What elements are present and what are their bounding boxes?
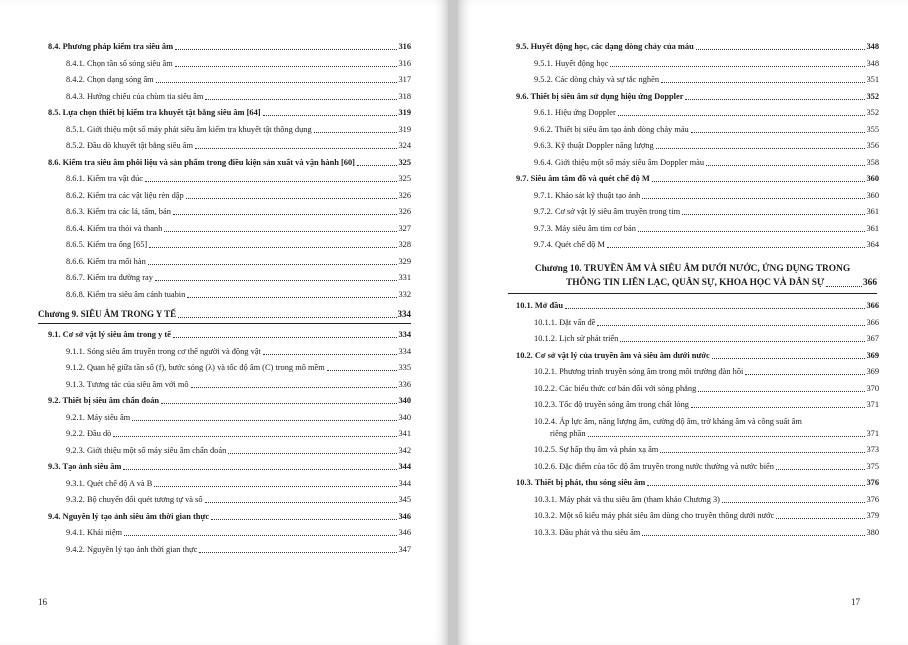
toc-entry-page: 352 [866, 108, 879, 117]
toc-subsection-entry [38, 362, 411, 373]
book-gutter [448, 0, 458, 645]
toc-subsection-entry [38, 91, 411, 102]
toc-entry-title: 9.7. Siêu âm tâm đồ và quét chế độ M [516, 174, 650, 183]
toc-entry-title: 10.2.2. Các biểu thức cơ bản đối với sóng phẳng [534, 383, 697, 393]
leader-dots [656, 147, 866, 149]
toc-entry-page: 327 [398, 223, 411, 233]
toc-subsection-entry [506, 317, 879, 328]
toc-subsection-entry [506, 190, 879, 201]
leader-dots [607, 246, 865, 248]
toc-entry-title: 10.1.2. Lịch sử phát triển [534, 334, 619, 343]
toc-entry-page: 371 [866, 400, 879, 409]
toc-entry-title: 8.4.1. Chọn tần số sóng siêu âm [66, 58, 173, 68]
toc-entry-title: 9.1. Cơ sở vật lý siêu âm trong y tế [48, 330, 171, 339]
chapter-10-title-line2 [508, 276, 877, 290]
toc-entry-page: 329 [398, 256, 411, 266]
chapter-10-heading [506, 262, 879, 294]
leader-dots [647, 484, 865, 486]
toc-entry-title: 9.4. Nguyên lý tạo ảnh siêu âm thời gian thực [48, 511, 210, 521]
toc-entry-title: 9.6.2. Thiết bị siêu âm tạo ảnh dòng chảy máu [534, 124, 689, 134]
toc-entry-title: 8.6.3. Kiểm tra các lá, tấm, bản [66, 207, 171, 216]
left-page [0, 0, 448, 645]
toc-subsection-entry [506, 239, 879, 250]
leader-dots [661, 81, 865, 83]
toc-entry-title: 8.6. Kiểm tra siêu âm phôi liệu và sản phẩm trong điều kiện sản xuất và vận hành [60] [48, 157, 355, 167]
toc-subsection-entry [506, 223, 879, 234]
toc-entry-title: 10.2. Cơ sở vật lý của truyền âm và siêu âm dưới nước [516, 350, 710, 360]
toc-subsection-entry [506, 206, 879, 217]
toc-entry-title: 9.4.2. Nguyên lý tạo ảnh thời gian thực [66, 544, 198, 554]
toc-entry-page: 318 [398, 91, 411, 101]
toc-entry-page: 335 [398, 363, 411, 372]
toc-entry-page: 325 [398, 174, 411, 183]
toc-entry-page: 334 [398, 346, 411, 356]
toc-subsection-entry [38, 223, 411, 234]
toc-entry-page: 355 [866, 124, 879, 134]
toc-left [38, 41, 411, 555]
toc-entry-page: 324 [398, 141, 411, 150]
toc-right-bottom [506, 300, 879, 538]
toc-entry-title: 8.5.1. Giới thiệu một số máy phát siêu âm kiểm tra khuyết tật thông dụng [66, 124, 312, 134]
leader-dots [610, 65, 865, 67]
toc-subsection-entry [506, 527, 879, 538]
toc-entry-title: 8.6.2. Kiểm tra các vật liệu rèn dập [66, 190, 184, 200]
toc-entry-page: 364 [866, 240, 879, 249]
toc-entry-page: 380 [866, 527, 879, 537]
toc-subsection-entry [38, 140, 411, 151]
leader-dots [161, 402, 397, 404]
toc-subsection-entry [38, 494, 411, 505]
toc-subsection-entry [38, 346, 411, 357]
toc-entry-page: 347 [398, 544, 411, 554]
toc-section-entry [38, 107, 411, 118]
leader-dots [124, 534, 397, 536]
toc-subsection-entry [38, 74, 411, 85]
toc-entry-page: 332 [398, 289, 411, 299]
toc-entry-page: 361 [866, 207, 879, 216]
toc-entry-title: 9.7.2. Cơ sở vật lý siêu âm truyền trong tim [534, 207, 681, 216]
toc-subsection-entry [506, 58, 879, 69]
toc-entry-page: 328 [398, 240, 411, 249]
leader-dots [199, 551, 397, 553]
toc-entry-page: 373 [866, 445, 879, 454]
toc-subsection-entry [38, 190, 411, 201]
leader-dots [132, 419, 397, 421]
right-page [458, 0, 908, 645]
toc-entry-title: 9.5.2. Các dòng chảy và sự tắc nghẽn [534, 75, 660, 84]
toc-section-entry [506, 173, 879, 184]
leader-dots [195, 147, 397, 149]
page-number-right: 17 [851, 597, 860, 607]
toc-subsection-entry [38, 256, 411, 267]
page-number-left: 16 [38, 597, 47, 607]
toc-entry-title: 8.4. Phương pháp kiểm tra siêu âm [48, 42, 174, 51]
leader-dots [642, 197, 865, 199]
toc-entry-title: 8.4.3. Hướng chiếu của chùm tia siêu âm [66, 91, 204, 101]
leader-dots [618, 114, 866, 116]
leader-dots [173, 213, 398, 215]
toc-entry-page: 356 [866, 141, 879, 150]
toc-entry-title: 9.6.3. Kỹ thuật Doppler năng lượng [534, 141, 654, 150]
chapter-10-rule [508, 293, 877, 294]
toc-entry-page: 367 [866, 334, 879, 343]
toc-subsection-entry [506, 428, 879, 439]
toc-section-entry [38, 511, 411, 522]
toc-entry-page: 371 [866, 428, 879, 438]
toc-subsection-entry [38, 239, 411, 250]
leader-dots [712, 357, 866, 359]
leader-dots [652, 180, 866, 182]
toc-subsection-entry [506, 107, 879, 118]
toc-subsection-entry [506, 333, 879, 344]
toc-entry-page: 326 [398, 207, 411, 216]
toc-section-entry [506, 350, 879, 361]
leader-dots [178, 316, 396, 318]
toc-entry-page: 369 [866, 350, 879, 360]
toc-entry-title: 10.3.3. Đầu phát và thu siêu âm [534, 527, 641, 537]
leader-dots [706, 164, 865, 166]
toc-entry-page: 319 [398, 108, 411, 117]
toc-subsection-entry [38, 206, 411, 217]
toc-entry-title: 8.5. Lựa chọn thiết bị kiểm tra khuyết tật bằng siêu âm [64] [48, 108, 261, 117]
toc-entry-page: 316 [398, 58, 411, 68]
leader-dots [175, 65, 398, 67]
toc-subsection-entry [38, 445, 411, 456]
leader-dots [123, 468, 397, 470]
leader-dots [698, 390, 865, 392]
toc-subsection-entry [38, 124, 411, 135]
toc-entry-page: 316 [398, 42, 411, 51]
toc-section-entry [38, 41, 411, 52]
toc-subsection-entry [38, 289, 411, 300]
toc-entry-page: 319 [398, 124, 411, 134]
toc-entry-page: 334 [397, 308, 411, 319]
toc-entry-title: 8.6.7. Kiểm tra đường ray [66, 273, 153, 282]
leader-dots [314, 131, 398, 133]
toc-entry-page: 361 [866, 223, 879, 233]
leader-dots [776, 468, 865, 470]
toc-subsection-entry [38, 58, 411, 69]
toc-entry-title: 9.3. Tạo ảnh siêu âm [48, 462, 122, 471]
toc-right [506, 41, 879, 538]
leader-dots [156, 81, 398, 83]
leader-dots [148, 263, 398, 265]
leader-dots [327, 369, 398, 371]
toc-entry-title: 9.7.1. Khảo sát kỹ thuật tạo ảnh [534, 190, 641, 200]
toc-subsection-entry [38, 544, 411, 555]
toc-entry-title: 8.6.6. Kiểm tra mối hàn [66, 256, 146, 266]
toc-subsection-entry [506, 494, 879, 505]
toc-entry-page: 317 [398, 75, 411, 84]
toc-entry-title: 10.2.4. Áp lực âm, năng lượng âm, cường độ âm, trở kháng âm và công suất âm [534, 416, 802, 426]
leader-dots [588, 435, 866, 437]
toc-entry-title: 10.1.1. Đặt vấn đề [534, 317, 596, 327]
toc-subsection-entry [506, 461, 879, 472]
toc-entry-title: 8.6.8. Kiểm tra siêu âm cánh tuabin [66, 289, 186, 299]
toc-entry-title: 9.1.3. Tương tác của siêu âm với mô [66, 379, 189, 389]
leader-dots [696, 48, 866, 50]
leader-dots [191, 386, 398, 388]
leader-dots [745, 373, 865, 375]
toc-entry-title: 8.6.5. Kiểm tra ống [65] [66, 240, 148, 249]
toc-subsection-entry [38, 379, 411, 390]
toc-entry-title: 10.2.5. Sự hấp thụ âm và phản xạ âm [534, 445, 659, 454]
toc-subsection-entry [38, 272, 411, 283]
leader-dots [620, 340, 865, 342]
leader-dots [155, 279, 398, 281]
toc-entry-page: 379 [866, 511, 879, 520]
toc-entry-page: 345 [398, 495, 411, 504]
toc-entry-page: 344 [398, 462, 411, 471]
leader-dots [164, 230, 397, 232]
toc-entry-page: 340 [398, 412, 411, 422]
toc-chapter-entry [38, 308, 411, 324]
toc-entry-title: 10.3.2. Một số kiểu máy phát siêu âm dùng cho truyền thông dưới nước [534, 511, 775, 520]
leader-dots [682, 213, 865, 215]
leader-dots [357, 164, 397, 166]
toc-section-entry [506, 91, 879, 102]
toc-subsection-entry [506, 366, 879, 377]
toc-entry-page: 348 [866, 58, 879, 68]
toc-entry-title: 9.6.1. Hiệu ứng Doppler [534, 108, 616, 117]
leader-dots [205, 501, 398, 503]
toc-entry-title: 8.6.4. Kiểm tra thỏi và thanh [66, 223, 163, 233]
toc-subsection-entry [38, 527, 411, 538]
toc-section-entry [506, 477, 879, 488]
toc-subsection-entry [506, 124, 879, 135]
toc-entry-page: 375 [866, 461, 879, 471]
toc-entry-title: 9.1.1. Sóng siêu âm truyền trong cơ thể người và động vật [66, 346, 261, 356]
toc-entry-title: 8.4.2. Chọn dạng sóng âm [66, 75, 154, 84]
toc-section-entry [38, 395, 411, 406]
leader-dots [175, 48, 397, 50]
toc-entry-title: 9.3.2. Bộ chuyển đổi quét tương tự và số [66, 495, 203, 504]
leader-dots [263, 114, 398, 116]
chapter-10-page: 366 [862, 278, 877, 288]
leader-dots [205, 98, 397, 100]
chapter-10-title-line1: Chương 10. TRUYỀN ÂM VÀ SIÊU ÂM DƯỚI NƯỚC, ỨNG DỤNG TRONG [534, 264, 851, 274]
leader-dots [642, 534, 865, 536]
toc-subsection-entry [38, 173, 411, 184]
leader-dots [263, 353, 398, 355]
toc-entry-title: 9.2. Thiết bị siêu âm chẩn đoán [48, 396, 160, 405]
toc-entry-title: 8.5.2. Đầu dò khuyết tật bằng siêu âm [66, 141, 193, 150]
toc-entry-page: 360 [866, 174, 879, 183]
toc-entry-title: 10.1. Mở đầu [516, 301, 563, 310]
toc-entry-title: 10.2.6. Đặc điểm của tốc độ âm truyền trong nước thường và nước biển [534, 461, 774, 471]
toc-entry-title: 9.6. Thiết bị siêu âm sử dụng hiệu ứng Doppler [516, 91, 684, 101]
toc-section-entry [38, 157, 411, 168]
toc-right-top [506, 41, 879, 250]
toc-entry-title: 9.5.1. Huyết động học [534, 58, 609, 68]
leader-dots [211, 518, 397, 520]
toc-entry-title: 10.2.1. Phương trình truyền sóng âm trong môi trường đàn hồi [534, 367, 744, 376]
toc-subsection-entry [506, 416, 879, 427]
leader-dots [826, 285, 862, 287]
toc-entry-title: 9.4.1. Khái niệm [66, 528, 123, 537]
toc-entry-title: 10.3. Thiết bị phát, thu sóng siêu âm [516, 478, 646, 487]
chapter-10-title-line2-text: THÔNG TIN LIÊN LẠC, QUÂN SỰ, KHOA HỌC VÀ DÂN SỰ [566, 278, 825, 288]
toc-entry-page: 376 [866, 478, 879, 487]
leader-dots [691, 406, 865, 408]
toc-subsection-entry [38, 428, 411, 439]
toc-entry-page: 331 [398, 273, 411, 282]
toc-entry-page: 346 [398, 528, 411, 537]
leader-dots [660, 451, 865, 453]
toc-section-entry [38, 461, 411, 472]
leader-dots [186, 197, 398, 199]
leader-dots [722, 501, 865, 503]
toc-section-entry [506, 300, 879, 311]
toc-entry-page: 358 [866, 157, 879, 167]
toc-subsection-entry [506, 510, 879, 521]
toc-entry-page: 348 [866, 42, 879, 51]
toc-entry-title: 9.2.2. Đầu dò [66, 429, 112, 438]
leader-dots [691, 131, 866, 133]
toc-subsection-entry [506, 399, 879, 410]
toc-entry-page: 344 [398, 478, 411, 488]
toc-entry-page: 336 [398, 379, 411, 389]
leader-dots [685, 98, 865, 100]
leader-dots [565, 307, 865, 309]
toc-entry-title: 10.3.1. Máy phát và thu siêu âm (tham khảo Chương 3) [534, 494, 720, 504]
toc-entry-title: 9.2.1. Máy siêu âm [66, 412, 131, 422]
toc-entry-title: 9.3.1. Quét chế độ A và B [66, 478, 153, 488]
leader-dots [149, 246, 397, 248]
toc-entry-title: Chương 9. SIÊU ÂM TRONG Y TẾ [38, 308, 177, 319]
toc-entry-page: 370 [866, 383, 879, 393]
toc-entry-page: 360 [866, 190, 879, 200]
leader-dots [173, 336, 398, 338]
toc-subsection-entry [506, 383, 879, 394]
toc-section-entry [506, 41, 879, 52]
toc-entry-title: 9.7.3. Máy siêu âm tim cơ bản [534, 223, 636, 233]
leader-dots [187, 296, 397, 298]
leader-dots [597, 324, 865, 326]
leader-dots [154, 485, 397, 487]
toc-entry-page: 325 [398, 157, 411, 167]
toc-entry-title: 8.6.1. Kiểm tra vật đúc [66, 174, 143, 183]
toc-entry-page: 352 [866, 91, 879, 101]
toc-entry-page: 341 [398, 429, 411, 438]
toc-entry-page: 351 [866, 75, 879, 84]
toc-entry-page: 340 [398, 396, 411, 405]
leader-dots [638, 230, 866, 232]
toc-entry-page: 369 [866, 367, 879, 376]
toc-entry-title: 9.1.2. Quan hệ giữa tần số (f), bước sóng (λ) và tốc độ âm (C) trong mô mềm [66, 363, 325, 372]
toc-subsection-entry [506, 444, 879, 455]
toc-entry-page: 342 [398, 445, 411, 455]
toc-entry-title: 9.6.4. Giới thiệu một số máy siêu âm Doppler màu [534, 157, 705, 167]
toc-entry-title: 9.5. Huyết động học, các dạng dòng chảy của máu [516, 42, 694, 51]
toc-entry-title: 9.2.3. Giới thiệu một số máy siêu âm chẩn đoán [66, 445, 227, 455]
toc-entry-title: 9.7.4. Quét chế độ M [534, 240, 605, 249]
toc-subsection-entry [506, 157, 879, 168]
leader-dots [228, 452, 397, 454]
leader-dots [145, 180, 397, 182]
toc-entry-title: riêng phần [550, 428, 586, 438]
toc-entry-page: 366 [866, 317, 879, 327]
toc-entry-page: 376 [866, 494, 879, 504]
toc-entry-page: 334 [398, 330, 411, 339]
toc-subsection-entry [506, 140, 879, 151]
toc-subsection-entry [506, 74, 879, 85]
toc-subsection-entry [38, 478, 411, 489]
toc-subsection-entry [38, 412, 411, 423]
leader-dots [776, 517, 865, 519]
toc-entry-page: 366 [866, 301, 879, 310]
toc-entry-page: 346 [398, 511, 411, 521]
toc-entry-title: 10.2.3. Tốc độ truyền sóng âm trong chất lỏng [534, 400, 689, 409]
toc-section-entry [38, 329, 411, 340]
leader-dots [113, 435, 397, 437]
toc-entry-page: 326 [398, 190, 411, 200]
